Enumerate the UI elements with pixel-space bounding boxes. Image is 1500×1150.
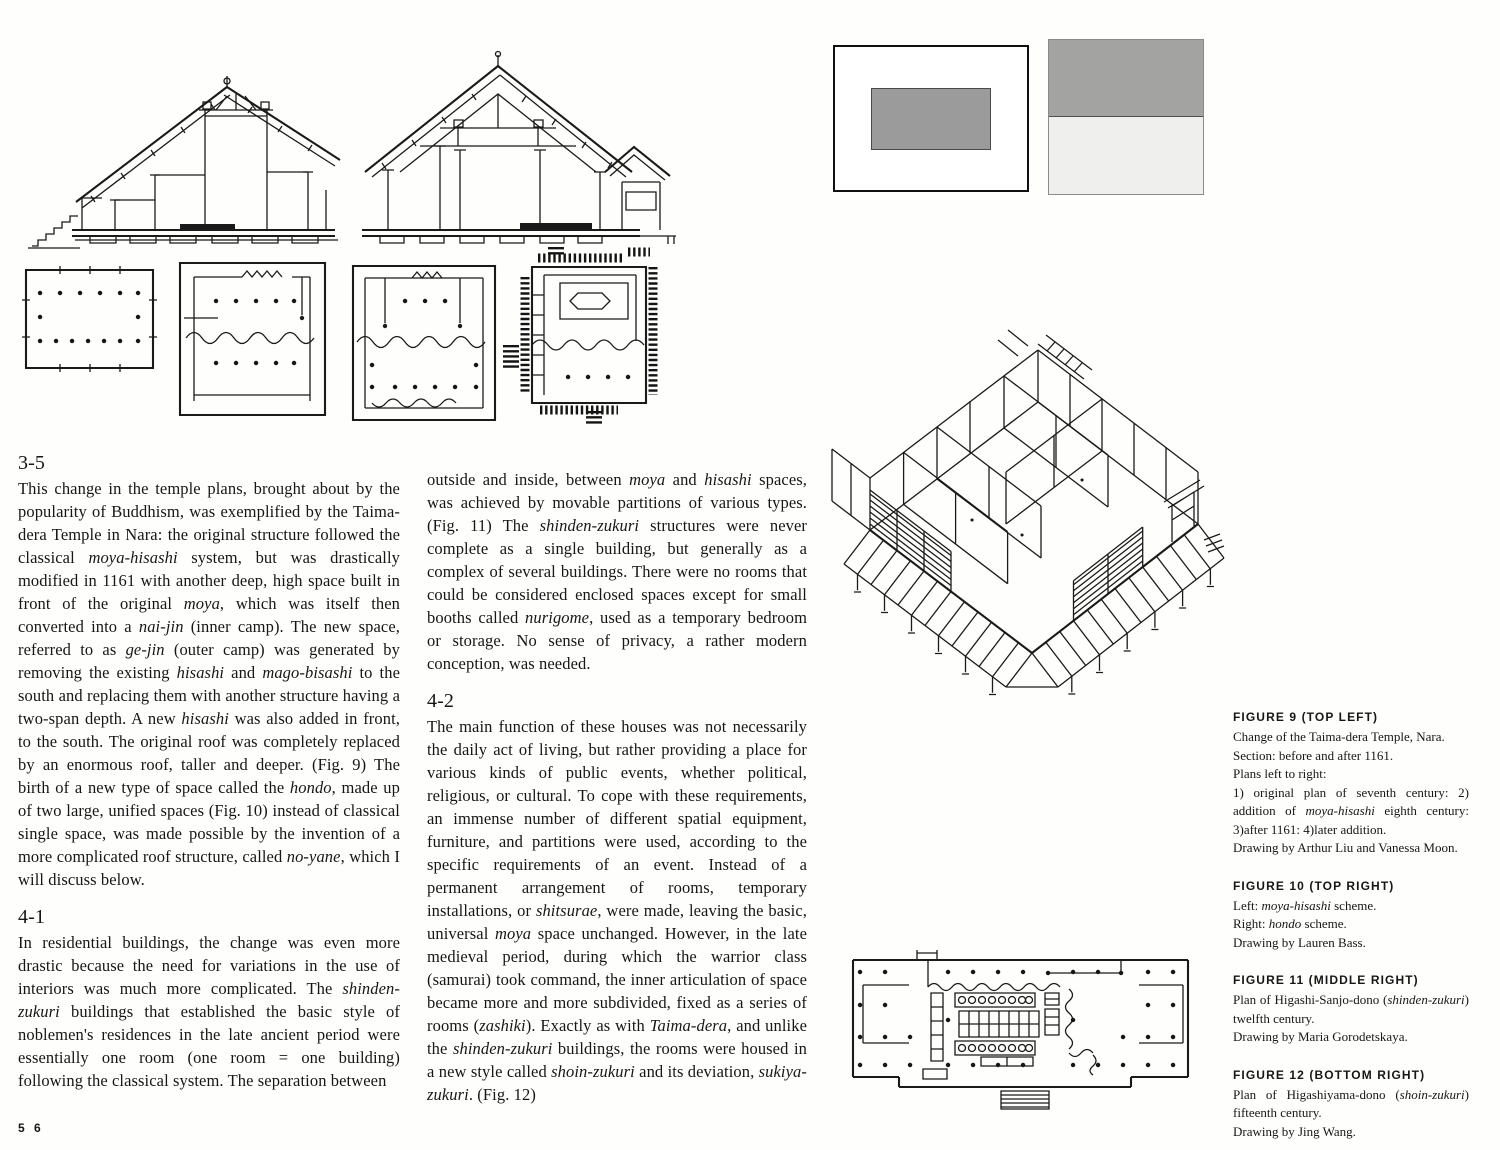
caption-line: Drawing by Arthur Liu and Vanessa Moon.: [1233, 840, 1458, 855]
caption-line: Change of the Taima-dera Temple, Nara.: [1233, 729, 1445, 744]
figure-captions: [1233, 710, 1469, 1150]
caption-figure-11: [1233, 973, 1469, 1047]
caption-figure-11-body: [1233, 991, 1469, 1047]
caption-line: Drawing by Lauren Bass.: [1233, 934, 1366, 950]
paragraph-4-1: In residential buildings, the change was even more drastic because the need for variations in the use of interiors was much more complicated. The shinden-zukuri buildings that established the basic style of noblemen's residences in the late ancient period were essentially one room (one room = one building) following the classical system. The separation between: [18, 933, 400, 1090]
paragraph-4-1-continued: outside and inside, between moya and hisashi spaces, was achieved by movable partitions of various types. (Fig. 11) The shinden-zukuri structures were never complete as a single building, but generally as a complex of several buildings. There were no rooms that could be considered enclosed spaces except for small booths called nurigome, used as a temporary bedroom or storage. No sense of privacy, a rather modern conception, was needed.: [427, 470, 808, 673]
caption-line: 1) original plan of seventh century: 2) addition of moya-hisashi eighth century: 3)after 1161: 4)later addition.: [1233, 784, 1469, 837]
text-column-1: [18, 452, 400, 1103]
caption-line: Plan of Higashiyama-dono (shoin-zukuri) fifteenth century.: [1233, 1086, 1469, 1120]
paragraph-4-2: The main function of these houses was not necessarily the daily act of living, but rather providing a place for various kinds of public events, whether political, religious, or cultural. To cope with these requirements, an immense number of different spatial equipment, furniture, and partitions were used, according to the specific requirements of an event. Instead of a permanent arrangement of rooms, temporary installations, or shitsurae, were made, leaving the basic, universal moya space unchanged. However, in the late medieval period, during which the warrior class (samurai) took command, the inner articulation of space became more and more subdivided, fixed as a series of rooms (zashiki). Exactly as with Taima-dera, and unlike the shinden-zukuri buildings, the rooms were housed in a new style called shoin-zukuri and its deviation, sukiya-zukuri. (Fig. 12): [427, 717, 808, 1104]
plan-furnishings: [923, 984, 1096, 1110]
temple-section-before: [28, 76, 340, 248]
section-heading-4-1: 4-1: [18, 906, 45, 928]
caption-figure-9: [1233, 710, 1469, 858]
moya-core-rect: [871, 88, 991, 150]
plan-1-original: [22, 266, 157, 372]
caption-line: Drawing by Maria Gorodetskaya.: [1233, 1029, 1408, 1044]
caption-line: Right: hondo scheme.: [1233, 916, 1347, 931]
plan-3-after-1161: [353, 266, 495, 420]
paragraph-3-5: This change in the temple plans, brought about by the popularity of Buddhism, was exemplified by the Taima-dera Temple in Nara: the original structure followed the classical moya-hisashi system, but was drastically modified in 1161 with another deep, high space built in front of the original moya, which was itself then converted into a nai-jin (inner camp). The new space, referred to as ge-jin (outer camp) was generated by removing the existing hisashi and mago-bisashi to the south and replacing them with another structure having a two-span depth. A new hisashi was also added in front, to the south. The original roof was completely replaced by an enormous roof, taller and deeper. (Fig. 9) The birth of a new type of space called the hondo, made up of two large, unified spaces (Fig. 10) instead of classical single space, was made possible by the invention of a more complicated roof structure, called no-yane, which I will discuss below.: [18, 479, 401, 889]
plan-4-later-addition: [511, 247, 653, 425]
caption-line: Left: moya-hisashi scheme.: [1233, 897, 1377, 913]
temple-section-after: [362, 52, 676, 245]
figure9-plan-drawings: [20, 245, 670, 425]
text-column-2: [427, 468, 807, 1117]
caption-figure-11-header: FIGURE 11 (MIDDLE RIGHT): [1233, 973, 1419, 987]
section-heading-3-5: 3-5: [18, 452, 45, 474]
figure12-plan-drawing: [833, 945, 1208, 1115]
caption-figure-10-header: FIGURE 10 (TOP RIGHT): [1233, 878, 1395, 893]
caption-line: Drawing by Jing Wang.: [1233, 1123, 1356, 1139]
figure10-moya-hisashi-diagram: [833, 45, 1029, 192]
interior-partitions: [904, 376, 1108, 584]
right-porch: [1164, 480, 1224, 552]
hondo-upper-half: [1049, 40, 1203, 117]
figure11-axonometric-drawing: [832, 330, 1232, 780]
plan-column-dots: [860, 972, 1173, 1065]
caption-figure-10-body: [1233, 897, 1469, 953]
caption-line: Plans left to right:: [1233, 766, 1327, 781]
caption-figure-12: [1233, 1068, 1469, 1142]
page-number: 5 6: [18, 1121, 44, 1135]
hondo-lower-half: [1049, 117, 1203, 194]
section-heading-4-2: 4-2: [427, 690, 454, 712]
caption-line: Section: before and after 1161.: [1233, 747, 1394, 763]
caption-figure-12-body: [1233, 1086, 1469, 1142]
figure9-section-drawings: [20, 50, 720, 250]
veranda-planks: [844, 524, 1224, 695]
caption-figure-10: [1233, 879, 1469, 953]
caption-line: Plan of Higashi-Sanjo-dono (shinden-zukuri) twelfth century.: [1233, 992, 1469, 1026]
top-roof-beams: [998, 330, 1092, 379]
caption-figure-9-header: FIGURE 9 (TOP LEFT): [1233, 710, 1379, 724]
plan-2-moya-hisashi: [180, 263, 325, 415]
caption-figure-9-body: [1233, 728, 1469, 858]
caption-figure-12-header: FIGURE 12 (BOTTOM RIGHT): [1233, 1067, 1426, 1082]
figure10-hondo-diagram: [1048, 39, 1204, 195]
